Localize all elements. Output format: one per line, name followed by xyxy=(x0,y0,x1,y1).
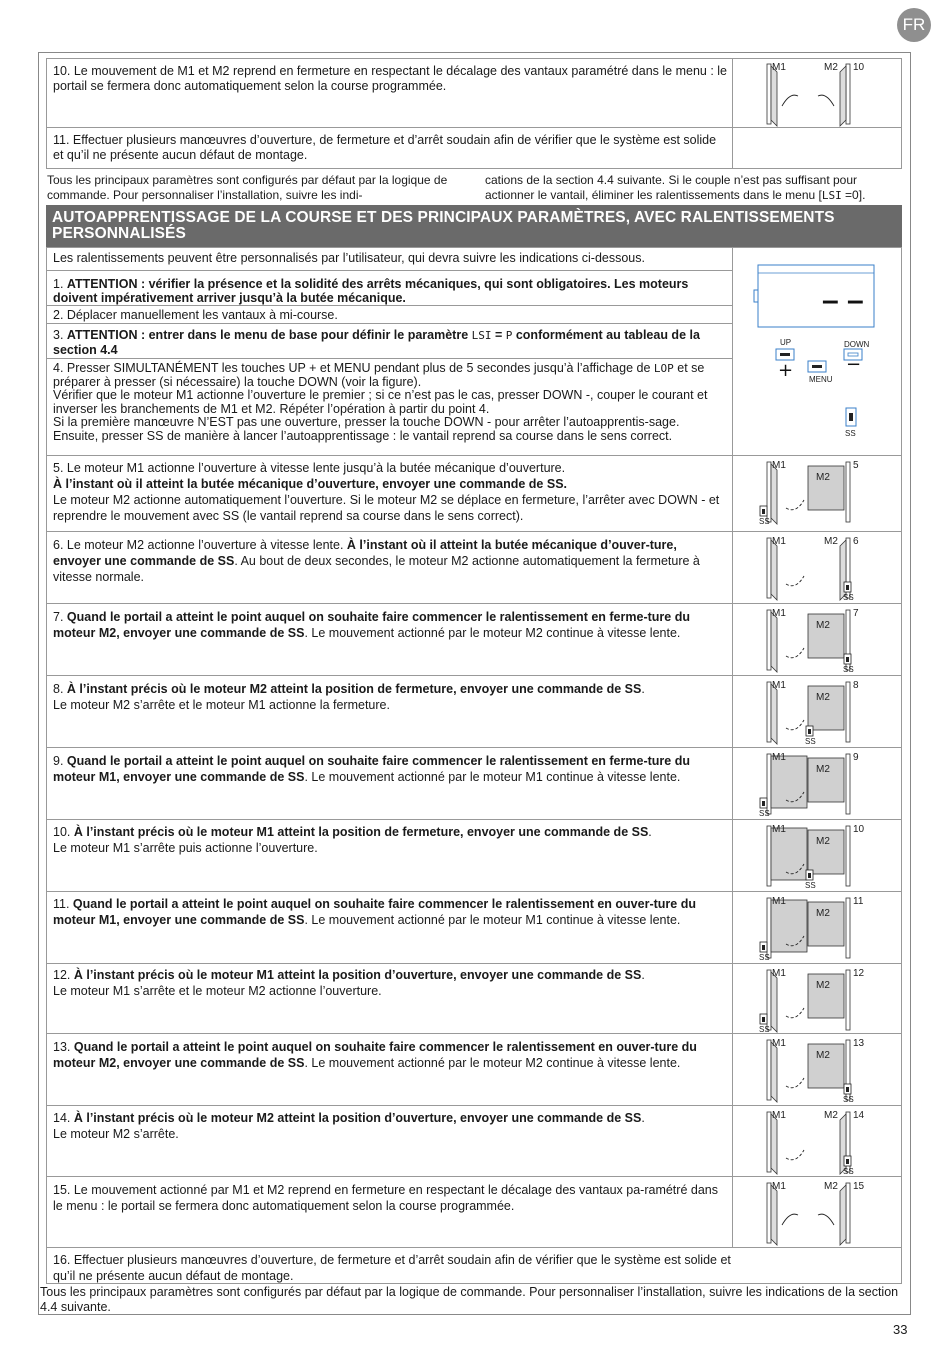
leaf-m1 xyxy=(771,1185,777,1245)
step-2: 2. Déplacer manuellement les vantaux à mi-course. xyxy=(53,308,338,322)
svg-text:SS: SS xyxy=(845,429,856,438)
label-m2: M2 xyxy=(816,764,830,775)
label-ss: SS xyxy=(843,665,854,674)
label-ss: SS xyxy=(759,1025,770,1034)
leaf-m1 xyxy=(771,540,777,600)
gate-figure xyxy=(756,604,876,674)
step-10: 10. À l’instant précis où le moteur M1 atteint la position de fermeture, envoyer une commande de SS. Le moteur M1 s’arrête puis actionne l’ouverture. xyxy=(53,825,652,855)
section-title: AUTOAPPRENTISSAGE DE LA COURSE ET DES PRINCIPAUX PARAMÈTRES, AVEC RALENTISSEMENTS PERSONNALISÉS xyxy=(46,205,902,247)
label-m2: M2 xyxy=(816,980,830,991)
top-note-right: cations de la section 4.4 suivante. Si le couple n’est pas suffisant pour actionner le vantail, éliminer les ralentissements dans le menu [LSI =0]. xyxy=(485,173,866,202)
step-4: 4. Presser SIMULTANÉMENT les touches UP + et MENU pendant plus de 5 secondes jusqu’à l’affichage de LOP et se préparer à presser (si nécessaire) la touche DOWN (voir la figure). Vérifier que le moteur M1 actionne l’ouverture le premier ; si ce n’est pas le cas, presser DOWN -, couper le courant et inverser les branchements de M1 et M2. Répéter l’opération à partir du point 4. Si la première manœuvre N’EST pas une ouverture, presser la touche DOWN - pour arrêter l’autoapprentis-sage. Ensuite, presser SS de manière à lancer l’autoapprentissage : le vantail reprend sa course dans le sens correct. xyxy=(53,361,708,443)
figure-number: 13 xyxy=(853,1038,865,1049)
gate-figure xyxy=(756,820,876,890)
leaf-m2 xyxy=(840,1185,846,1245)
svg-text:MENU: MENU xyxy=(809,375,833,384)
step-11: 11. Quand le portail a atteint le point auquel on souhaite faire commencer le ralentissement en ouver-ture du moteur M1, envoyer une commande de SS. Le mouvement actionné par le moteur M1 continue à vitesse lente. xyxy=(53,897,696,927)
step-7: 7. Quand le portail a atteint le point auquel on souhaite faire commencer le ralentissement en ferme-ture du moteur M2, envoyer une commande de SS. Le mouvement actionné par le moteur M2 continue à vitesse lente. xyxy=(53,610,690,640)
gate-figure xyxy=(756,748,876,818)
language-badge: FR xyxy=(897,8,931,42)
label-ss: SS xyxy=(843,1167,854,1176)
label-m2: M2 xyxy=(824,536,838,547)
lcd-code: LSI xyxy=(821,189,842,202)
gate-figure xyxy=(756,1034,876,1104)
label-m1: M1 xyxy=(772,460,786,471)
step-6: 6. Le moteur M2 actionne l’ouverture à vitesse lente. À l’instant où il atteint la butée mécanique d’ouver-ture, envoyer une commande de SS. Au bout de deux secondes, le moteur M2 actionne automatiquement la fermeture à vitesse normale. xyxy=(53,538,700,584)
svg-text:+: + xyxy=(778,360,794,381)
label-m1: M1 xyxy=(772,1110,786,1121)
leaf-m1 xyxy=(771,612,777,672)
label-ss: SS xyxy=(843,593,854,602)
control-panel-figure xyxy=(752,262,882,442)
label-m2: M2 xyxy=(816,836,830,847)
label-m1: M1 xyxy=(772,62,786,73)
label-ss: SS xyxy=(843,1095,854,1104)
leaf-m1 xyxy=(771,1114,777,1174)
leaf-m1 xyxy=(771,828,807,880)
leaf-m2 xyxy=(840,66,846,126)
label-m2: M2 xyxy=(824,1181,838,1192)
label-m2: M2 xyxy=(816,1050,830,1061)
figure-number: 6 xyxy=(853,536,859,547)
leaf-m1 xyxy=(771,756,807,808)
label-m1: M1 xyxy=(772,824,786,835)
step-1: 1. ATTENTION : vérifier la présence et la solidité des arrêts mécaniques, qui sont obligatoires. Les moteurs doivent impérativement arriver jusqu’à la butée mécanique. xyxy=(53,277,689,305)
svg-text:−: − xyxy=(846,354,862,375)
leaf-m1 xyxy=(771,464,777,524)
figure-number: 11 xyxy=(853,896,864,907)
gate-figure xyxy=(756,1106,876,1176)
figure-number: 7 xyxy=(853,608,859,619)
step-16: 16. Effectuer plusieurs manœuvres d’ouverture, de fermeture et d’arrêt soudain afin de vérifier que le système est solide et qu’il ne présente aucun défaut de montage. xyxy=(53,1253,731,1283)
label-m1: M1 xyxy=(772,680,786,691)
figure-number: 8 xyxy=(853,680,859,691)
display-dashes: – – xyxy=(822,284,864,317)
top-step-11: 11. Effectuer plusieurs manœuvres d’ouverture, de fermeture et d’arrêt soudain afin de vérifier que le système est solide et qu’il ne présente aucun défaut de montage. xyxy=(53,133,717,162)
step-12: 12. À l’instant précis où le moteur M1 atteint la position d’ouverture, envoyer une commande de SS. Le moteur M1 s’arrête et le moteur M2 actionne l’ouverture. xyxy=(53,968,645,998)
page-number: 33 xyxy=(893,1322,908,1337)
leaf-m1 xyxy=(771,900,807,952)
step-14: 14. À l’instant précis où le moteur M2 atteint la position d’ouverture, envoyer une commande de SS. Le moteur M2 s’arrête. xyxy=(53,1111,645,1141)
bottom-note: Tous les principaux paramètres sont configurés par défaut par la logique de commande. Pour personnaliser l’installation, suivre les indications de la section 4.4 suivante. xyxy=(40,1285,899,1314)
gate-figure xyxy=(756,456,876,526)
label-m2: M2 xyxy=(816,692,830,703)
label-m1: M1 xyxy=(772,1038,786,1049)
label-ss: SS xyxy=(759,953,770,962)
step-8: 8. À l’instant précis où le moteur M2 atteint la position de fermeture, envoyer une commande de SS. Le moteur M2 s’arrête et le moteur M1 actionne la fermeture. xyxy=(53,682,645,712)
step-9: 9. Quand le portail a atteint le point auquel on souhaite faire commencer le ralentissement en ferme-ture du moteur M1, envoyer une commande de SS. Le mouvement actionné par le moteur M1 continue à vitesse lente. xyxy=(53,754,690,784)
gate-figure xyxy=(756,532,876,602)
section-intro: Les ralentissements peuvent être personnalisés par l’utilisateur, qui devra suivre les indications ci-dessous. xyxy=(53,251,645,265)
label-m2: M2 xyxy=(824,1110,838,1121)
leaf-m1 xyxy=(771,1042,777,1102)
figure-number: 5 xyxy=(853,460,859,471)
label-m1: M1 xyxy=(772,968,786,979)
label-m2: M2 xyxy=(816,908,830,919)
leaf-m1 xyxy=(771,66,777,126)
top-note-left: Tous les principaux paramètres sont configurés par défaut par la logique de commande. Pour personnaliser l’installation, suivre les indi- xyxy=(47,173,448,202)
figure-number: 12 xyxy=(853,968,865,979)
figure-number: 10 xyxy=(853,62,865,73)
figure-number: 9 xyxy=(853,752,859,763)
step-3: 3. ATTENTION : entrer dans le menu de base pour définir le paramètre LSI = P conformément au tableau de la section 4.4 xyxy=(53,328,700,357)
label-m2: M2 xyxy=(816,472,830,483)
label-m2: M2 xyxy=(816,620,830,631)
gate-figure xyxy=(756,1177,876,1247)
top-step-10: 10. Le mouvement de M1 et M2 reprend en fermeture en respectant le décalage des vantaux paramétré dans le menu : le portail se fermera donc automatiquement selon la course programmée. xyxy=(53,64,728,93)
label-ss: SS xyxy=(759,809,770,818)
step-13: 13. Quand le portail a atteint le point auquel on souhaite faire commencer le ralentissement en ouver-ture du moteur M2, envoyer une commande de SS. Le mouvement actionné par le moteur M2 continue à vitesse lente. xyxy=(53,1040,697,1070)
figure-number: 15 xyxy=(853,1181,865,1192)
leaf-m1 xyxy=(771,972,777,1032)
svg-text:DOWN: DOWN xyxy=(844,340,870,349)
svg-text:UP: UP xyxy=(780,338,792,347)
label-m1: M1 xyxy=(772,536,786,547)
gate-figure xyxy=(756,58,876,128)
label-ss: SS xyxy=(759,517,770,526)
leaf-m1 xyxy=(771,684,777,744)
label-m1: M1 xyxy=(772,896,786,907)
label-m1: M1 xyxy=(772,752,786,763)
gate-figure xyxy=(756,964,876,1034)
label-m1: M1 xyxy=(772,608,786,619)
step-5: 5. Le moteur M1 actionne l’ouverture à vitesse lente jusqu’à la butée mécanique d’ouverture. À l’instant où il atteint la butée mécanique d’ouverture, envoyer une commande de SS. Le moteur M2 actionne automatiquement l’ouverture. Si le moteur M2 se déplace en fermeture, l’arrêter avec DOWN - et reprendre le mouvement avec SS (le vantail reprend sa course dans le sens correct). xyxy=(53,461,720,523)
label-m2: M2 xyxy=(824,62,838,73)
label-ss: SS xyxy=(805,737,816,746)
gate-figure xyxy=(756,892,876,962)
label-ss: SS xyxy=(805,881,816,890)
figure-number: 14 xyxy=(853,1110,865,1121)
step-15: 15. Le mouvement actionné par M1 et M2 reprend en fermeture en respectant le décalage des vantaux pa-ramétré dans le menu : le portail se fermera donc automatiquement selon la course programmée. xyxy=(53,1183,718,1213)
figure-number: 10 xyxy=(853,824,865,835)
label-m1: M1 xyxy=(772,1181,786,1192)
gate-figure xyxy=(756,676,876,746)
